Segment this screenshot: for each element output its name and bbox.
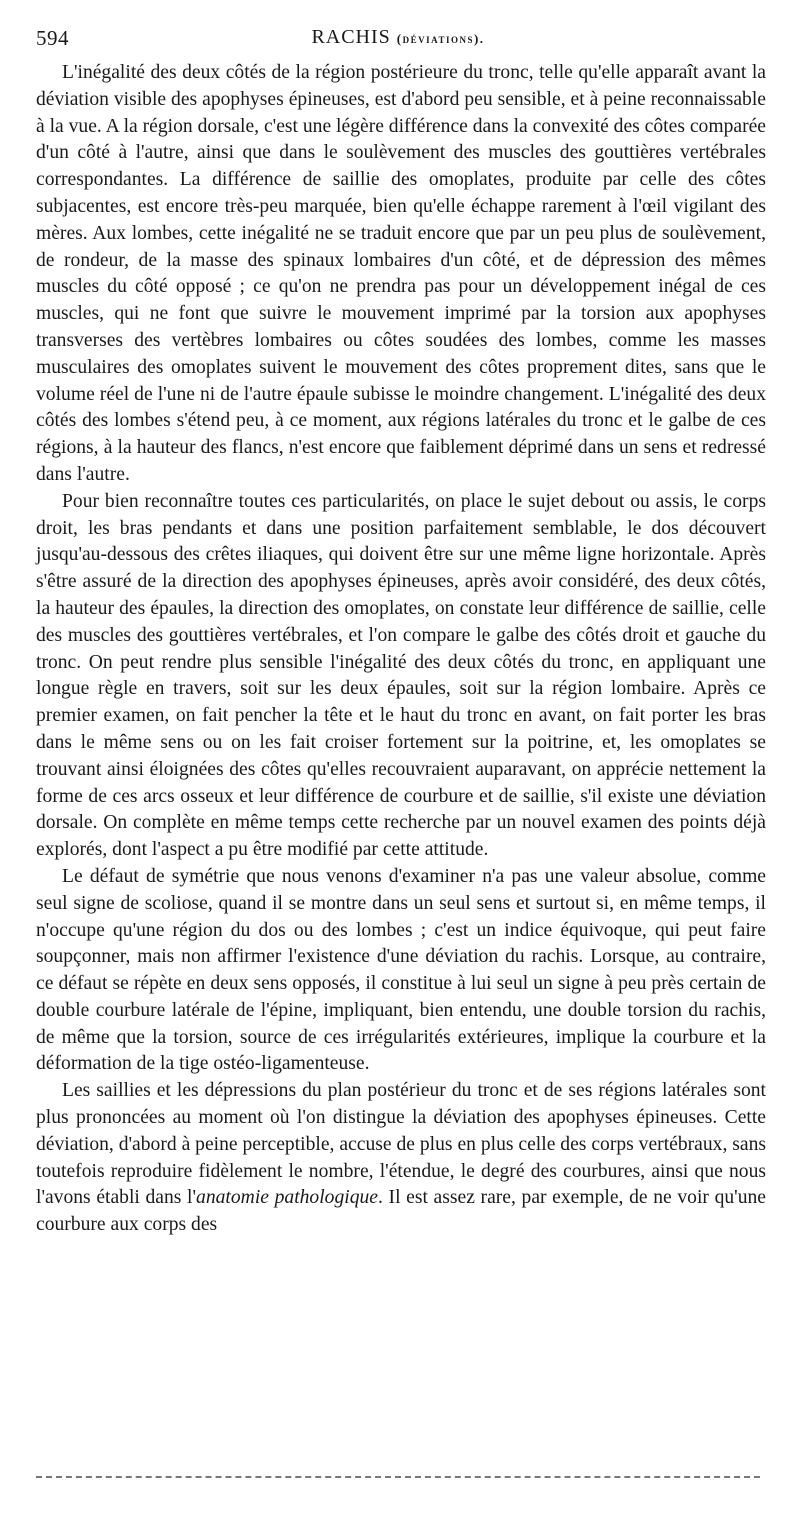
- running-title: [36, 26, 760, 49]
- paragraph-1: L'inégalité des deux côtés de la région postérieure du tronc, telle qu'elle apparaît avant la déviation visible des apophyses épineuses, est d'abord peu sensible, et à peine reconnaissable à la vue. A la région dorsale, c'est une légère différence dans la convexité des côtes comparée d'un côté à l'autre, ainsi que dans le soulèvement des muscles des gouttières vertébrales correspondantes. La différence de saillie des omoplates, produite par celle des côtes subjacentes, est encore très-peu marquée, bien qu'elle échappe rarement à l'œil vigilant des mères. Aux lombes, cette inégalité ne se traduit encore que par un peu plus de soulèvement, de rondeur, de la masse des spinaux lombaires d'un côté, et de dépression des mêmes muscles du côté opposé ; ce qu'on ne prendra pas pour un développement inégal de ces muscles, qui ne font que suivre le mouvement imprimé par la torsion aux apophyses transverses des vertèbres lombaires ou côtes soudées des lombes, comme les masses musculaires des omoplates suivent le mouvement des côtes proprement dites, sans que le volume réel de l'une ni de l'autre épaule subisse le moindre changement. L'inégalité des deux côtés des lombes s'étend peu, à ce moment, aux régions latérales du tronc et le galbe de ces régions, à la hauteur des flancs, n'est encore que faiblement déprimé dans un sens et redressé dans l'autre.: [36, 62, 766, 485]
- body-text: [36, 60, 766, 1239]
- paragraph-4-italic-reference: anatomie pathologique: [196, 1187, 378, 1209]
- running-header: [36, 26, 760, 54]
- paragraph-3: Le défaut de symétrie que nous venons d'examiner n'a pas une valeur absolue, comme seul signe de scoliose, quand il se montre dans un seul sens et surtout si, en même temps, il n'occupe qu'une région du dos ou des lombes ; c'est un indice équivoque, qui peut faire soupçonner, mais non affirmer l'existence d'une déviation du rachis. Lorsque, au contraire, ce défaut se répète en deux sens opposés, il constitue à lui seul un signe à peu près certain de double courbure latérale de l'épine, impliquant, bien entendu, une double torsion du rachis, de même que la torsion, source de ces irrégularités extérieures, implique la courbure et la déformation de la tige ostéo-ligamenteuse.: [36, 865, 766, 1075]
- paragraph-4-text-before: Les saillies et les dépressions du plan postérieur du tronc et de ses régions latérales sont plus prononcées au moment où l'on distingue la déviation des apophyses épineuses. Cette déviation, d'abord à peine perceptible, accuse de plus en plus celle des corps vertébraux, sans toutefois reproduire fidèlement le nombre, l'étendue, le degré des courbures, ainsi que nous l'avons établi dans l': [36, 1080, 766, 1209]
- paragraph-4: [36, 1078, 766, 1239]
- paragraph-4-text-after: . Il est assez rare, par exemple, de ne voir qu'une courbure aux corps des: [36, 1187, 766, 1236]
- running-title-main: RACHIS: [311, 26, 391, 48]
- footer-dashed-rule: [36, 1476, 760, 1478]
- running-title-subtitle: (déviations).: [396, 31, 485, 46]
- page-number: 594: [36, 26, 69, 50]
- paragraph-2: Pour bien reconnaître toutes ces particularités, on place le sujet debout ou assis, le corps droit, les bras pendants et dans une position parfaitement semblable, le dos découvert jusqu'au-dessous des crêtes iliaques, qui doivent être sur une même ligne horizontale. Après s'être assuré de la direction des apophyses épineuses, après avoir considéré, des deux côtés, la hauteur des épaules, la direction des omoplates, on constate leur différence de saillie, celle des muscles des gouttières vertébrales, et l'on compare le galbe des côtés droit et gauche du tronc. On peut rendre plus sensible l'inégalité des deux côtés du tronc, en appliquant une longue règle en travers, soit sur les deux épaules, soit sur la région lombaire. Après ce premier examen, on fait pencher la tête et le haut du tronc en avant, on fait porter les bras dans le même sens ou on les fait croiser fortement sur la poitrine, et, les omoplates se trouvant ainsi éloignées des côtes qu'elles recouvraient auparavant, on apprécie nettement la forme de ces arcs osseux et leur différence de courbure et de saillie, s'il existe une déviation dorsale. On complète en même temps cette recherche par un nouvel examen des points déjà explorés, dont l'aspect a pu être modifié par cette attitude.: [36, 490, 766, 861]
